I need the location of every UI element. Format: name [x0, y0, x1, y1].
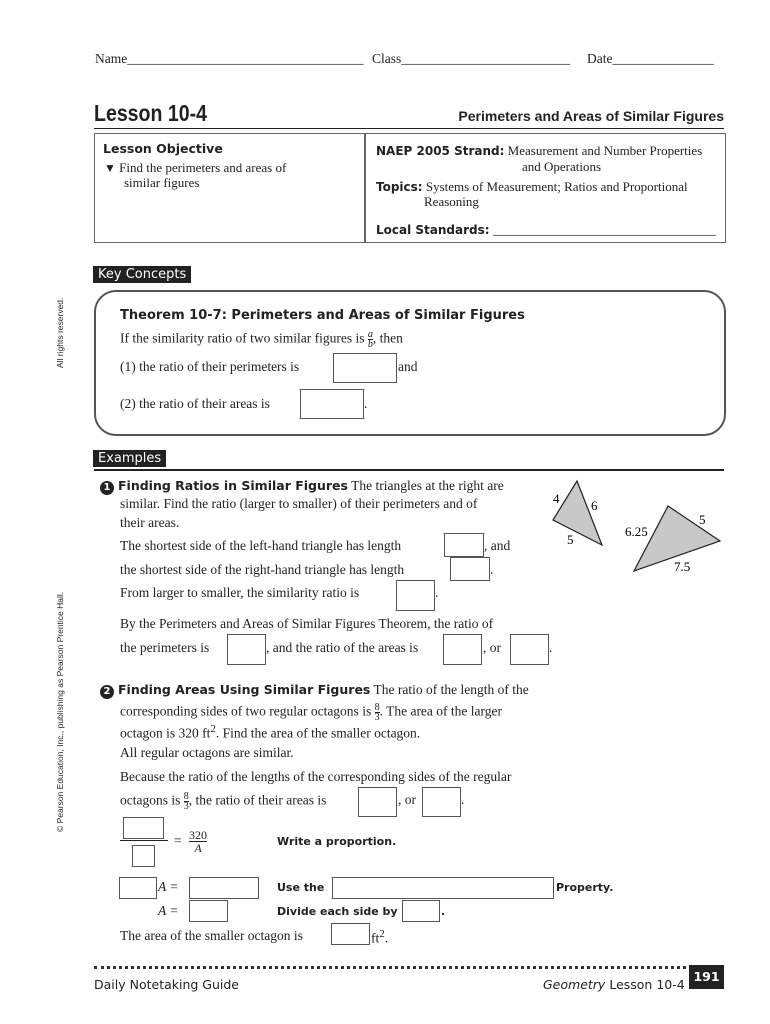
frac-top: 320	[189, 828, 207, 842]
period: .	[364, 396, 368, 411]
similar-triangles-figure	[530, 470, 730, 590]
period: .	[549, 640, 553, 655]
ex1-line-5: the shortest side of the right-hand triangle has length	[120, 562, 405, 577]
naep-text: Measurement and Number Properties	[507, 143, 703, 158]
final-answer-text: The area of the smaller octagon is	[120, 928, 303, 943]
ex2-line-6	[120, 792, 326, 811]
example-1-heading	[100, 478, 504, 495]
unit: ft	[371, 930, 380, 946]
ex2-line-3	[120, 723, 420, 742]
side-label: 7.5	[674, 559, 691, 574]
period: .	[435, 585, 439, 600]
product-input[interactable]	[189, 877, 259, 899]
unit-ft2	[371, 928, 388, 947]
name-label: Name	[95, 51, 128, 66]
ex1-line-6: From larger to smaller, the similarity ratio is	[120, 585, 360, 600]
ex2-line-5: Because the ratio of the lengths of the corresponding sides of the regular	[120, 769, 512, 784]
objective-heading: Lesson Objective	[103, 141, 223, 156]
topics	[376, 179, 688, 195]
topics-text-2: Reasoning	[424, 194, 479, 209]
lesson-title: Lesson 10-4	[94, 100, 208, 126]
step-1-note: Write a proportion.	[277, 835, 397, 848]
footer-course	[543, 977, 685, 992]
a-equals: A =	[158, 879, 179, 894]
triangle-bullet-icon: ▼	[104, 161, 116, 175]
date-field[interactable]: Date_______________	[587, 51, 714, 66]
area-ratio-answer[interactable]	[443, 634, 482, 665]
octagon-area-ratio-simplified[interactable]	[422, 787, 461, 817]
footer-dotted-rule	[94, 966, 686, 969]
frac-top: 8	[183, 791, 189, 802]
similarity-ratio-input[interactable]	[396, 580, 435, 611]
ex2-text: . The area of the larger	[379, 703, 503, 719]
ex2-text: octagon is 320 ft	[120, 725, 211, 741]
local-standards[interactable]: Local Standards: _________________________________	[376, 222, 716, 237]
period: .	[461, 792, 465, 807]
ex1-text: The triangles at the right are	[351, 478, 504, 493]
local-label: Local Standards:	[376, 223, 490, 237]
rights-text: All rights reserved.	[55, 297, 65, 368]
coefficient-input[interactable]	[119, 877, 157, 899]
ex2-text: , the ratio of their areas is	[188, 792, 327, 808]
period: .	[384, 930, 389, 946]
ex1-line-3: their areas.	[120, 515, 180, 530]
superscript: 2	[379, 928, 385, 940]
left-short-side-input[interactable]	[444, 533, 484, 557]
naep-label: NAEP 2005 Strand:	[376, 144, 505, 158]
ex1-line-8: the perimeters is	[120, 640, 210, 655]
or-text: , or	[483, 640, 501, 655]
ex2-line-4: All regular octagons are similar.	[120, 745, 294, 760]
step-2-note-end: Property.	[556, 881, 614, 894]
frac-bottom: b	[367, 339, 373, 350]
objective-divider	[364, 133, 366, 243]
class-label: Class	[372, 51, 402, 66]
course-name: Geometry	[543, 977, 606, 992]
class-field[interactable]: Class_________________________	[372, 51, 571, 66]
proportion-denominator-input[interactable]	[132, 845, 155, 867]
ex2-line-2	[120, 703, 502, 722]
example-2-title: Finding Areas Using Similar Figures	[118, 682, 371, 697]
frac-top: a	[367, 329, 373, 340]
ex1-line-4: The shortest side of the left-hand triangle has length	[120, 538, 402, 553]
period: .	[441, 905, 446, 918]
copyright-text: © Pearson Education, Inc., publishing as Pearson Prentice Hall.	[55, 591, 65, 832]
theorem-line-2: (1) the ratio of their perimeters is	[120, 359, 300, 374]
theorem-line-1	[120, 330, 403, 349]
octagon-area-ratio-input[interactable]	[358, 787, 397, 817]
ex2-text: corresponding sides of two regular octagons is	[120, 703, 372, 719]
step-2-note: Use the	[277, 881, 325, 894]
ex2-text: . Find the area of the smaller octagon.	[215, 725, 421, 741]
frac-top: 8	[374, 702, 380, 713]
property-name-input[interactable]	[332, 877, 554, 899]
side-label: 5	[699, 512, 706, 527]
fraction-320-a	[189, 829, 207, 854]
theorem-text: If the similarity ratio of two similar figures is	[120, 330, 365, 346]
step-3-note: Divide each side by	[277, 905, 398, 918]
topics-text: Systems of Measurement; Ratios and Proportional	[425, 179, 688, 194]
superscript: 2	[210, 723, 216, 735]
period: .	[490, 562, 494, 577]
side-label: 6.25	[625, 524, 648, 539]
example-number-badge: 1	[100, 481, 114, 495]
frac-bottom: A	[194, 841, 202, 855]
frac-bottom: 3	[374, 712, 380, 723]
fraction-bar	[120, 840, 168, 841]
equals-sign: =	[174, 833, 182, 848]
small-triangle	[553, 481, 602, 545]
and-text: and	[398, 359, 418, 374]
ex1-line-8b: , and the ratio of the areas is	[266, 640, 419, 655]
name-field[interactable]: Name___________________________________	[95, 51, 364, 66]
perimeter-ratio-input[interactable]	[333, 353, 397, 383]
page-number: 191	[689, 965, 724, 989]
objective-item	[104, 160, 286, 176]
area-ratio-simplified[interactable]	[510, 634, 549, 665]
or-text: , or	[398, 792, 416, 807]
solution-input[interactable]	[189, 900, 228, 922]
theorem-text-end: , then	[372, 330, 403, 346]
a-equals: A =	[158, 903, 179, 918]
theorem-title: Theorem 10-7: Perimeters and Areas of Similar Figures	[120, 308, 525, 323]
lesson-topic: Perimeters and Areas of Similar Figures	[458, 108, 724, 124]
date-label: Date	[587, 51, 613, 66]
ex2-text: The ratio of the length of the	[373, 682, 529, 697]
key-concepts-tag: Key Concepts	[93, 266, 191, 283]
frac-bottom: 3	[183, 801, 189, 812]
footer-guide-title: Daily Notetaking Guide	[94, 977, 240, 992]
ex1-line-7: By the Perimeters and Areas of Similar Figures Theorem, the ratio of	[120, 616, 494, 631]
ex2-text: octagons is	[120, 792, 181, 808]
naep-text-2: and Operations	[522, 159, 602, 174]
perimeter-ratio-answer[interactable]	[227, 634, 266, 665]
naep-strand	[376, 143, 702, 159]
side-label: 5	[567, 532, 574, 547]
theorem-line-3: (2) the ratio of their areas is	[120, 396, 270, 411]
divisor-input[interactable]	[402, 900, 440, 922]
objective-text: Find the perimeters and areas of	[119, 160, 287, 175]
topics-label: Topics:	[376, 180, 423, 194]
side-label: 4	[553, 491, 560, 506]
objective-text-2: similar figures	[124, 175, 200, 190]
side-label: 6	[591, 498, 598, 513]
examples-tag: Examples	[93, 450, 166, 467]
smaller-area-input[interactable]	[331, 923, 370, 945]
proportion-numerator-input[interactable]	[123, 817, 164, 839]
example-number-badge: 2	[100, 685, 114, 699]
title-rule	[94, 128, 724, 129]
ex1-line-2: similar. Find the ratio (larger to smaller) of their perimeters and of	[120, 496, 478, 511]
area-ratio-input[interactable]	[300, 389, 364, 419]
ex1-line-4-end: , and	[484, 538, 511, 553]
right-short-side-input[interactable]	[450, 557, 490, 581]
lesson-ref: Lesson 10-4	[609, 977, 685, 992]
example-2-heading	[100, 682, 529, 699]
example-1-title: Finding Ratios in Similar Figures	[118, 478, 348, 493]
